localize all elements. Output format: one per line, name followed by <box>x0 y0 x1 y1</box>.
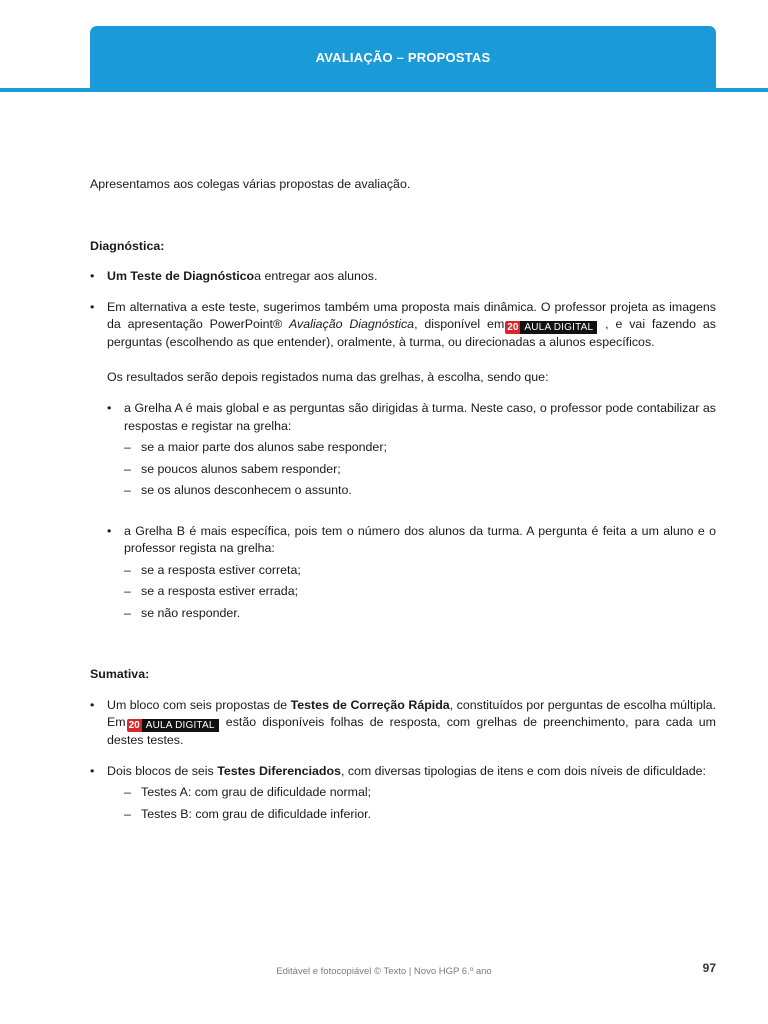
bullet-icon: • <box>107 401 112 415</box>
item-text: Dois blocos de seis <box>107 763 218 778</box>
item-text: a entregar aos alunos. <box>254 269 378 283</box>
bold-text: Um Teste de Diagnóstico <box>107 269 255 283</box>
item-text: se não responder. <box>141 605 241 620</box>
item-text: , com diversas tipologias de itens e com dois níveis de dificuldade: <box>340 763 706 778</box>
item-text: se a resposta estiver errada; <box>141 584 299 598</box>
intro-text: Apresentamos aos colegas várias propostas de avaliação. <box>90 177 411 191</box>
list-item <box>90 697 716 750</box>
list-item <box>90 784 716 802</box>
list-item <box>90 523 716 558</box>
dash-icon: – <box>124 562 131 577</box>
item-text: a Grelha B é mais específica, pois tem o número dos alunos da turma. A pergunta é feita a um aluno e o professor regista na grelha: <box>124 523 716 555</box>
bullet-icon: • <box>107 523 112 538</box>
item-text: Um bloco com seis propostas de <box>107 697 291 712</box>
page-title: AVALIAÇÃO – PROPOSTAS <box>315 50 491 65</box>
dash-icon: – <box>124 806 131 821</box>
badge-number: 20 <box>507 322 519 333</box>
bullet-icon: • <box>90 763 95 778</box>
list-item <box>90 299 716 352</box>
aula-digital-badge[interactable] <box>505 321 597 334</box>
bold-text: Testes de Correção Rápida <box>290 697 450 712</box>
item-text: , disponível em <box>414 317 505 331</box>
footer-copyright: Editável e fotocopiável © Texto | Novo HGP 6.º ano <box>276 966 492 977</box>
item-text: se a resposta estiver correta; <box>141 562 301 577</box>
results-text: Os resultados serão depois registados numa das grelhas, à escolha, sendo que: <box>107 369 549 384</box>
item-text: se a maior parte dos alunos sabe responder; <box>141 440 387 454</box>
list-item <box>90 461 716 479</box>
list-item <box>90 400 716 435</box>
list-item <box>90 583 716 601</box>
item-text: a Grelha A é mais global e as perguntas são dirigidas à turma. Neste caso, o professor pode contabilizar as respostas e registar na grelha: <box>124 401 716 433</box>
header-rule <box>0 88 768 92</box>
list-item <box>90 439 716 457</box>
list-item <box>90 562 716 580</box>
dash-icon: – <box>124 440 131 454</box>
main-content <box>90 176 716 823</box>
item-text: Testes B: com grau de dificuldade inferior. <box>141 806 372 821</box>
bold-text: Testes Diferenciados <box>217 763 341 778</box>
italic-text: Avaliação Diagnóstica <box>288 317 415 331</box>
list-item <box>90 482 716 500</box>
aula-digital-badge[interactable] <box>127 719 219 732</box>
list-item <box>90 268 716 286</box>
list-item <box>90 763 716 781</box>
badge-number: 20 <box>128 720 140 731</box>
dash-icon: – <box>124 605 131 620</box>
item-text: , e vai fazendo as perguntas (escolhendo as que entender), oralmente, à turma, ou direcionadas a alunos específicos. <box>107 317 716 349</box>
dash-icon: – <box>124 785 131 799</box>
section-heading-diagnostica: Diagnóstica: <box>90 238 165 253</box>
item-text: se os alunos desconhecem o assunto. <box>141 483 352 497</box>
dash-icon: – <box>124 461 131 476</box>
page-number: 97 <box>702 961 716 975</box>
bullet-icon: • <box>90 299 95 314</box>
bullet-icon: • <box>90 697 95 712</box>
item-text: Em alternativa a este teste, sugerimos também uma proposta mais dinâmica. O professor projeta as imagens da apresentação PowerPoint® <box>107 299 716 331</box>
section-heading-sumativa: Sumativa: <box>90 667 150 681</box>
list-item <box>90 605 716 623</box>
list-item <box>90 806 716 824</box>
bullet-icon: • <box>90 269 95 283</box>
item-text: Testes A: com grau de dificuldade normal; <box>141 785 372 799</box>
badge-label: AULA DIGITAL <box>520 321 597 334</box>
badge-label: AULA DIGITAL <box>142 719 219 732</box>
item-text: se poucos alunos sabem responder; <box>141 461 341 476</box>
item-text: estão disponíveis folhas de resposta, com grelhas de preenchimento, para cada um destes testes. <box>107 715 716 747</box>
item-text: , constituídos por perguntas de escolha múltipla. Em <box>107 697 716 729</box>
dash-icon: – <box>124 483 131 497</box>
dash-icon: – <box>124 584 131 598</box>
